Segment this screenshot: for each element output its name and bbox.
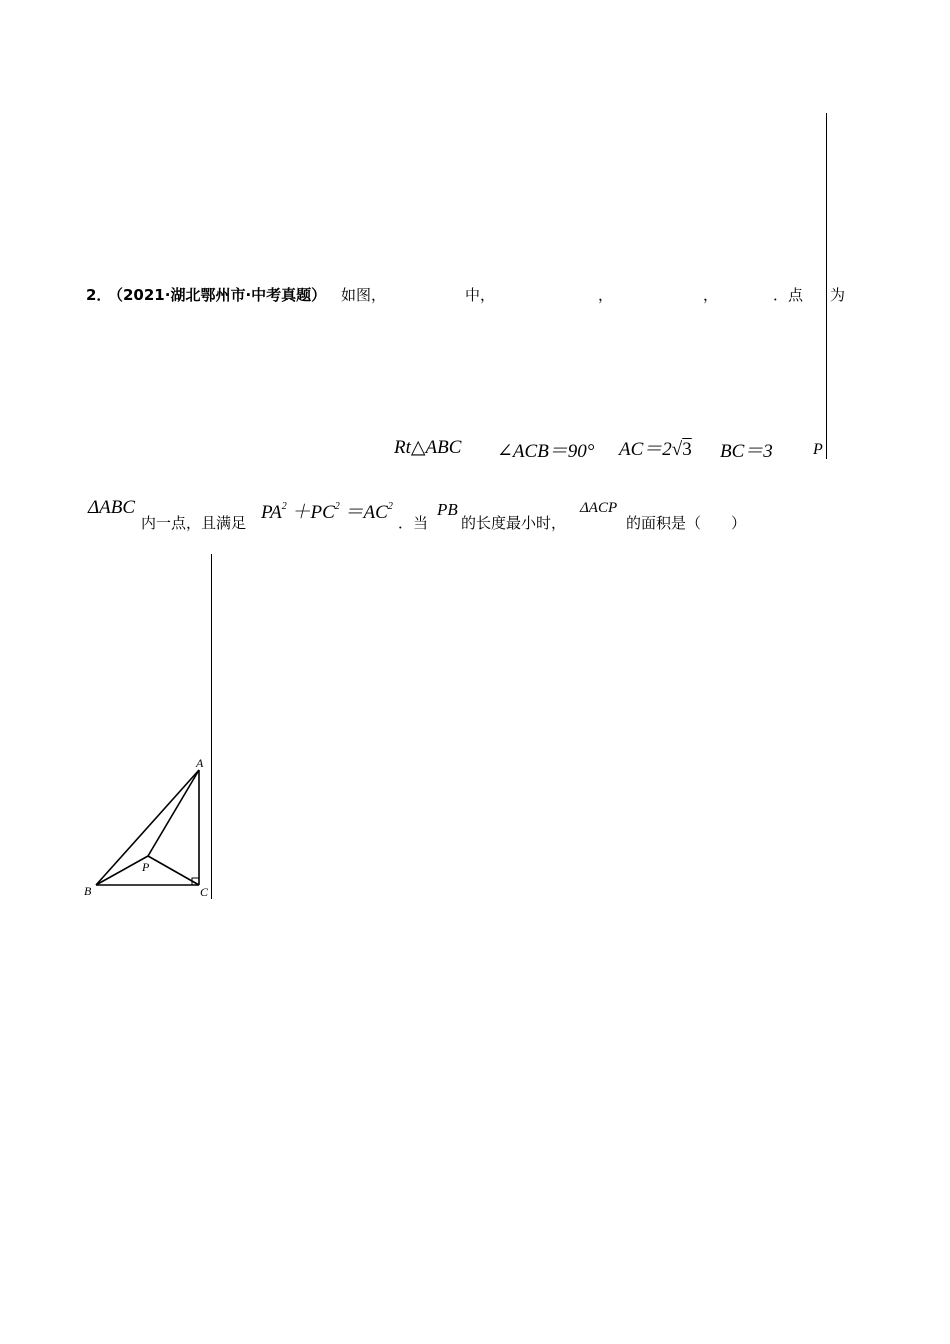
math-angle-acb: ∠ACB＝90° — [497, 441, 595, 462]
eq-pa: PA — [261, 502, 282, 523]
question-source: （2021·湖北鄂州市·中考真题） — [108, 286, 327, 304]
math-ac: AC＝2√3 — [619, 439, 692, 460]
comma-1: ， — [598, 286, 614, 304]
figure-vertical-rule — [211, 554, 212, 899]
text-wei: 为 — [830, 286, 846, 304]
segment-pc — [148, 856, 199, 885]
text-dian: ．点 — [773, 286, 804, 304]
text-zhong: 中， — [465, 286, 496, 304]
eq-ac: ＝AC — [344, 502, 388, 523]
math-point-p: P — [813, 441, 823, 458]
question-intro: 如图， — [341, 286, 387, 304]
comma-2: ， — [703, 286, 719, 304]
math-bc: BC＝3 — [720, 441, 773, 462]
text-inside-point: 内一点，且满足 — [141, 514, 247, 532]
label-p: P — [142, 860, 150, 874]
eq-exp-3: 2 — [387, 501, 393, 512]
eq-pc: ＋PC — [291, 502, 335, 523]
text-length-min: 的长度最小时， — [461, 514, 567, 532]
math-rt-triangle: Rt△ABC — [394, 437, 462, 458]
eq-exp-2: 2 — [334, 501, 340, 512]
math-triangle-acp: ΔACP — [580, 500, 618, 516]
label-a: A — [196, 756, 204, 770]
segment-pb — [96, 856, 148, 885]
segment-pa — [148, 770, 199, 856]
text-area-is: 的面积是（ ） — [626, 514, 747, 532]
math-ac-root: 3 — [682, 439, 692, 460]
label-b: B — [84, 884, 92, 898]
math-pb: PB — [437, 500, 458, 519]
label-c: C — [200, 885, 209, 899]
right-vertical-rule — [826, 113, 827, 459]
triangle-figure — [80, 750, 210, 902]
eq-exp-1: 2 — [281, 501, 287, 512]
math-triangle-abc: ΔABC — [88, 497, 136, 518]
text-dang: ．当 — [398, 514, 429, 532]
question-number: 2． — [86, 286, 112, 304]
math-equation — [261, 497, 393, 524]
math-ac-prefix: AC＝2 — [619, 439, 672, 460]
